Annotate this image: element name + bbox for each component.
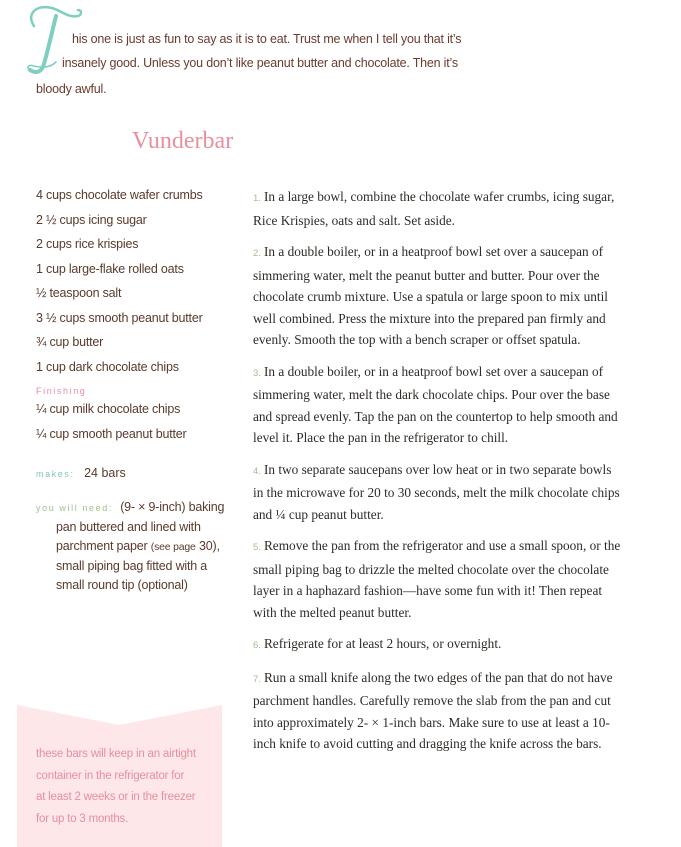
intro-line-3: bloody awful. — [36, 82, 107, 96]
need-line: small piping bag fitted with a — [56, 559, 208, 573]
ingredient-item: ¾ cup butter — [36, 335, 104, 349]
step-number: 2. — [253, 248, 261, 259]
step-number: 1. — [253, 193, 261, 204]
need-line — [36, 537, 236, 557]
step-text: In a double boiler, or in a heatproof bowl set over a saucepan of simmering water, melt the peanut butter and butter. Pour over the chocolate crumb mixture. Use a spatula or large spoon to mix until well combined. Press the mixture into the prepared pan firmly and evenly. Smooth the top with a bench scraper or offset spatula. — [253, 244, 608, 347]
note-line: these bars will keep in an airtight — [36, 748, 196, 760]
ingredient-item: 3 ½ cups smooth peanut butter — [36, 310, 203, 325]
ingredient-item: 1 cup dark chocolate chips — [36, 359, 179, 374]
intro-paragraph — [0, 0, 681, 110]
recipe-title: Vunderbar — [132, 128, 234, 154]
intro-line-1: his one is just as fun to say as it is to eat. Trust me when I tell you that it’s — [72, 32, 462, 46]
step-text: Run a small knife along the two edges of the pan that do not have parchment handles. Carefully remove the slab from the pan and cut into approximately 2- × 1-inch bars. Make sure to use at least a 10-inch knife to avoid cutting and dragging the knife across the bars. — [253, 669, 613, 751]
ingredient-item: 4 cups chocolate wafer crumbs — [36, 188, 203, 202]
storage-note — [36, 744, 216, 830]
finishing-label: Finishing — [36, 386, 87, 396]
step-number: 6. — [253, 640, 261, 651]
step-2 — [253, 241, 625, 351]
ingredient-item: 2 ½ cups icing sugar — [36, 212, 147, 227]
makes-label: makes: — [36, 469, 75, 479]
step-number: 3. — [253, 367, 261, 379]
yield — [36, 466, 126, 480]
ingredient-item: 1 cup large-flake rolled oats — [36, 261, 184, 276]
intro-line-2: insanely good. Unless you don’t like peanut butter and chocolate. Then it’s — [62, 56, 458, 70]
step-5 — [253, 535, 625, 623]
need-text: parchment paper — [56, 539, 148, 553]
need-line: small round tip (optional) — [56, 578, 188, 592]
step-text: Remove the pan from the refrigerator and use a small spoon, or the small piping bag to drizzle the melted chocolate over the chocolate layer in a haphazard fashion—have some fun with it! Then repeat with the melted peanut butter. — [253, 538, 621, 620]
step-7 — [253, 667, 625, 755]
finishing-item: ¼ cup smooth peanut butter — [36, 426, 187, 441]
note-line: at least 2 weeks or in the freezer — [36, 791, 196, 803]
note-line: container in the refrigerator for — [36, 769, 185, 782]
step-3 — [253, 361, 625, 449]
notch-shape — [17, 705, 222, 729]
step-text: In a large bowl, combine the chocolate wafer crumbs, icing sugar, Rice Krispies, oats and salt. Set aside. — [253, 189, 615, 228]
ingredient-item: ½ teaspoon salt — [36, 286, 122, 300]
ingredients-list — [36, 186, 236, 449]
ingredient-item: 2 cups rice krispies — [36, 237, 139, 251]
step-1 — [253, 186, 625, 231]
note-line: for up to 3 months. — [36, 812, 129, 825]
step-text: Refrigerate for at least 2 hours, or overnight. — [263, 636, 502, 651]
step-4 — [253, 459, 625, 526]
equipment-needed — [36, 498, 236, 595]
step-number: 4. — [253, 465, 261, 477]
step-text: In a double boiler, or in a heatproof bowl set over a saucepan of simmering water, melt the dark chocolate chips. Pour over the base and spread evenly. Tap the pan on the countertop to help smooth and level it. Place the pan in the refrigerator to chill. — [253, 363, 618, 445]
step-6 — [253, 633, 625, 657]
need-label: you will need: — [36, 503, 113, 513]
step-text: In two separate saucepans over low heat or in two separate bowls in the microwave for 20 to 30 seconds, melt the milk chocolate chips and ¼ cup peanut butter. — [253, 461, 620, 522]
finishing-item: ¼ cup milk chocolate chips — [36, 402, 181, 416]
need-line: (9- × 9-inch) baking — [120, 500, 225, 514]
step-number: 7. — [253, 673, 261, 685]
makes-value: 24 bars — [84, 466, 126, 480]
page-reference: (see page — [150, 541, 196, 553]
page-number: 30), — [198, 539, 220, 553]
step-number: 5. — [253, 542, 261, 553]
need-line: pan buttered and lined with — [56, 520, 201, 534]
method-steps — [253, 186, 625, 765]
